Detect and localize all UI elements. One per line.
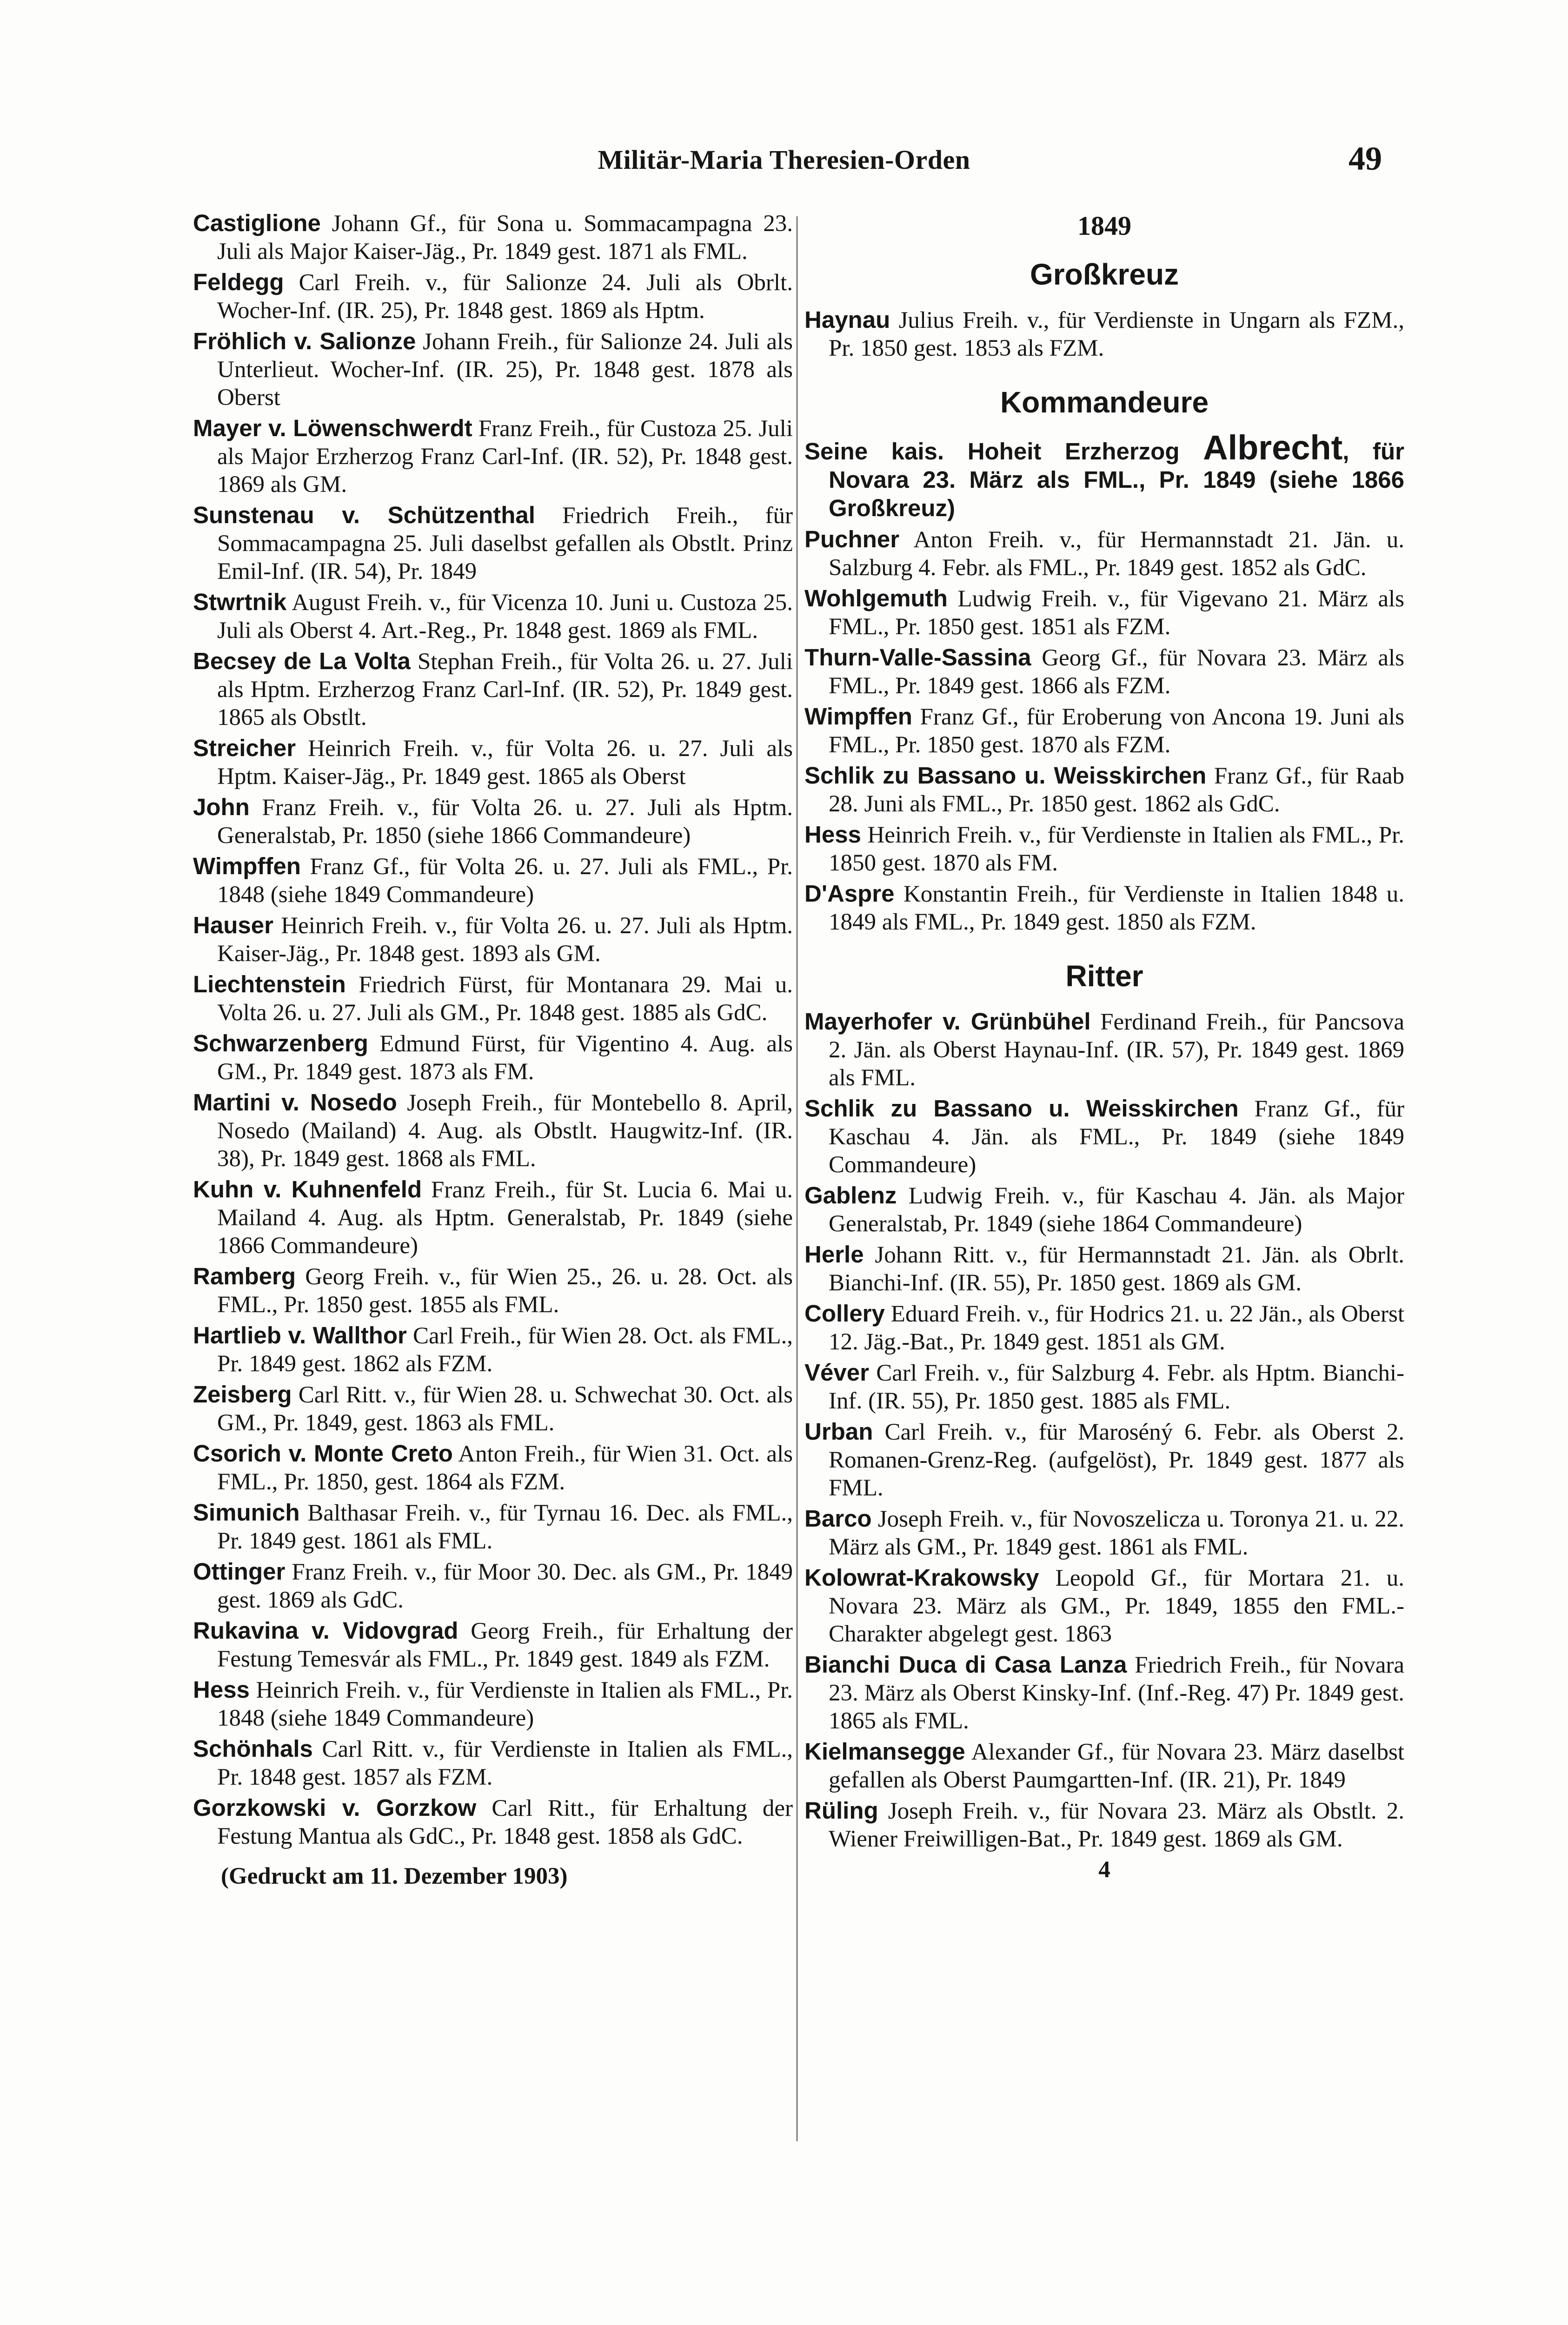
entry-name: Hauser [193,912,273,938]
entry-name: Hess [804,821,861,848]
entry [804,1300,1404,1356]
entry [193,268,793,325]
entry [804,1008,1404,1092]
kommandeure-entry-list [804,525,1404,936]
entry-text: Friedrich Freih., für Novara 23. März als Oberst Kinsky-Inf. (Inf.-Reg. 47) Pr. 1849 gest. 1865 als FML. [829,1652,1404,1734]
entry-name: Barco [804,1505,872,1532]
entry [193,588,793,644]
entry-text: Carl Ritt. v., für Wien 28. u. Schwechat 30. Oct. als GM., Pr. 1849, gest. 1863 als FML. [217,1382,793,1436]
entry-name: Mayer v. Löwenschwerdt [193,415,472,441]
entry [193,1676,793,1732]
left-entry-list [193,209,793,1850]
entry-name: Sunstenau v. Schützenthal [193,502,535,528]
entry [804,1564,1404,1648]
entry-text: Johann Freih., für Salionze 24. Juli als Unterlieut. Wocher-Inf. (IR. 25), Pr. 1848 gest. 1878 als Oberst [217,329,793,411]
entry-name: Gorzkowski v. Gorzkow [193,1794,477,1821]
entry-text: Carl Ritt., für Erhaltung der Festung Mantua als GdC., Pr. 1848 gest. 1858 als GdC. [217,1795,793,1849]
entry-name: Schönhals [193,1735,313,1762]
entry [804,306,1404,362]
entry-text: , für Novara 23. März als FML., Pr. 1849 (siehe 1866 Großkreuz) [829,438,1404,521]
entry-name: Becsey de La Volta [193,648,411,674]
section-heading-grosskreuz: Großkreuz [1030,258,1179,291]
entry-text: Carl Ritt. v., für Verdienste in Italien als FML., Pr. 1848 gest. 1857 als FZM. [217,1736,793,1790]
entry [804,1505,1404,1561]
entry [193,1176,793,1260]
entry-name: Hartlieb v. Wallthor [193,1322,407,1348]
entry-name: Kielmansegge [804,1738,965,1765]
entry-name: Wimpffen [193,853,301,879]
entry [804,762,1404,818]
entry-text: Heinrich Freih. v., für Verdienste in Italien als FML., Pr. 1848 (siehe 1849 Commandeure) [217,1677,793,1731]
entry-name: Rüling [804,1797,878,1824]
entry-name: Ramberg [193,1263,296,1289]
entry-name: Castiglione [193,210,321,236]
entry-text: Georg Gf., für Novara 23. März als FML., Pr. 1849 gest. 1866 als FZM. [829,645,1404,699]
entry [804,525,1404,582]
entry [804,1241,1404,1297]
entry-name: Fröhlich v. Salionze [193,328,416,354]
entry-name: Streicher [193,735,296,761]
entry [193,1617,793,1673]
entry-name: Puchner [804,526,900,552]
entry-text: Carl Freih. v., für Salzburg 4. Febr. als Hptm. Bianchi-Inf. (IR. 55), Pr. 1850 gest. 1885 als FML. [829,1360,1404,1414]
entry-name: Ottinger [193,1558,286,1585]
entry-text: Joseph Freih., für Montebello 8. April, Nosedo (Mailand) 4. Aug. als Obstlt. Haugwitz-Inf. (IR. 38), Pr. 1849 gest. 1868 als FML. [217,1090,793,1172]
entry [193,1794,793,1850]
entry [193,1030,793,1086]
entry [193,414,793,498]
entry-name: Schwarzenberg [193,1030,368,1056]
entry [804,1095,1404,1179]
entry-name: Bianchi Duca di Casa Lanza [804,1651,1127,1678]
entry-name: Urban [804,1418,873,1445]
entry-text: Anton Freih. v., für Hermannstadt 21. Jän. u. Salzburg 4. Febr. als FML., Pr. 1849 gest. 1852 als GdC. [829,527,1404,581]
entry-prefix: Seine kais. Hoheit Erzherzog [804,438,1203,465]
entry-text: Carl Freih. v., für Maroséný 6. Febr. als Oberst 2. Romanen-Grenz-Reg. (aufgelöst), Pr. 1849 gest. 1877 als FML. [829,1419,1404,1501]
entry-text: Ferdinand Freih., für Pancsova 2. Jän. als Oberst Haynau-Inf. (IR. 57), Pr. 1849 gest. 1869 als FML. [829,1009,1405,1091]
entry [804,1182,1404,1238]
section-heading-kommandeure: Kommandeure [1000,385,1209,419]
entry-name: Csorich v. Monte Creto [193,1440,453,1467]
entry-text: Franz Gf., für Volta 26. u. 27. Juli als FML., Pr. 1848 (siehe 1849 Commandeure) [217,854,793,908]
print-date-note: (Gedruckt am 11. Dezember 1903) [221,1863,568,1889]
entry-name: Schlik zu Bassano u. Weisskirchen [804,762,1207,789]
entry-text: Franz Freih. v., für Volta 26. u. 27. Juli als Hptm. Generalstab, Pr. 1850 (siehe 1866 Commandeure) [217,795,793,849]
entry-text: Georg Freih. v., für Wien 25., 26. u. 28. Oct. als FML., Pr. 1850 gest. 1855 als FML. [217,1264,793,1318]
entry-text: Friedrich Freih., für Sommacampagna 25. Juli daselbst gefallen als Obstlt. Prinz Emil-Inf. (IR. 54), Pr. 1849 [217,503,793,585]
entry-text: Leopold Gf., für Mortara 21. u. Novara 23. März als GM., Pr. 1849, 1855 den FML.-Charakter abgelegt gest. 1863 [829,1565,1404,1647]
entry [193,970,793,1027]
entry [804,644,1404,700]
grosskreuz-entry-list [804,306,1404,362]
entry [193,327,793,412]
entry-text: Franz Gf., für Kaschau 4. Jän. als FML., Pr. 1849 (siehe 1849 Commandeure) [829,1096,1404,1178]
entry-text: Franz Gf., für Eroberung von Ancona 19. Juni als FML., Pr. 1850 gest. 1870 als FZM. [829,704,1404,758]
entry [804,1797,1404,1853]
signature-mark: 4 [1098,1857,1110,1883]
entry-name: Schlik zu Bassano u. Weisskirchen [804,1095,1239,1122]
entry-text: Johann Ritt. v., für Hermannstadt 21. Jän. als Obrlt. Bianchi-Inf. (IR. 55), Pr. 1850 gest. 1869 als GM. [829,1242,1404,1296]
entry-name: Martini v. Nosedo [193,1089,397,1116]
entry-text: Heinrich Freih. v., für Verdienste in Italien als FML., Pr. 1850 gest. 1870 als FM. [829,822,1404,876]
entry-text: Carl Freih., für Wien 28. Oct. als FML., Pr. 1849 gest. 1862 als FZM. [217,1323,793,1377]
entry-text: Franz Gf., für Raab 28. Juni als FML., Pr. 1850 gest. 1862 als GdC. [829,763,1404,817]
entry [193,1381,793,1437]
entry-name: Collery [804,1300,885,1327]
entry-text: Franz Freih., für Custoza 25. Juli als Major Erzherzog Franz Carl-Inf. (IR. 52), Pr. 1848 gest. 1869 als GM. [217,416,793,498]
entry [193,1322,793,1378]
entry [193,734,793,790]
entry-name: Simunich [193,1499,300,1526]
entry [804,880,1404,936]
ritter-entry-list [804,1008,1404,1853]
entry-text: August Freih. v., für Vicenza 10. Juni u. Custoza 25. Juli als Oberst 4. Art.-Reg., Pr. 1848 gest. 1869 als FML. [217,590,793,644]
year-heading: 1849 [1077,211,1131,241]
entry-name: John [193,794,250,820]
entry [193,647,793,731]
entry [193,501,793,585]
entry-name: Hess [193,1676,250,1703]
entry-name: Véver [804,1359,869,1386]
entry-text: Heinrich Freih. v., für Volta 26. u. 27. Juli als Hptm. Kaiser-Jäg., Pr. 1848 gest. 1893 als GM. [217,913,793,967]
entry-text: Edmund Fürst, für Vigentino 4. Aug. als GM., Pr. 1849 gest. 1873 als FM. [217,1031,793,1085]
entry-text: Konstantin Freih., für Verdienste in Italien 1848 u. 1849 als FML., Pr. 1849 gest. 1850 als FZM. [829,881,1404,935]
entry [804,1418,1404,1502]
entry-text: Eduard Freih. v., für Hodrics 21. u. 22 Jän., als Oberst 12. Jäg.-Bat., Pr. 1849 gest. 1851 als GM. [829,1301,1404,1355]
entry [804,703,1404,759]
entry [193,1440,793,1496]
entry [193,209,793,266]
entry-name: Thurn-Valle-Sassina [804,644,1031,671]
entry-text: Alexander Gf., für Novara 23. März daselbst gefallen als Oberst Paumgartten-Inf. (IR. 21), Pr. 1849 [829,1739,1404,1793]
entry-text: Friedrich Fürst, für Montanara 29. Mai u. Volta 26. u. 27. Juli als GM., Pr. 1848 gest. 1885 als GdC. [217,972,793,1026]
entry-name: Liechtenstein [193,971,346,997]
entry-text: Ludwig Freih. v., für Kaschau 4. Jän. als Major Generalstab, Pr. 1849 (siehe 1864 Commandeure) [829,1183,1404,1237]
entry-name: Kuhn v. Kuhnenfeld [193,1176,422,1202]
entry [193,1735,793,1791]
entry [193,1499,793,1555]
entry-text: Heinrich Freih. v., für Volta 26. u. 27. Juli als Hptm. Kaiser-Jäg., Pr. 1849 gest. 1865 als Oberst [217,736,793,790]
entry [804,1651,1404,1735]
running-title: Militär-Maria Theresien-Orden [598,145,970,175]
entry [193,793,793,850]
left-column [193,209,793,1890]
entry-text: Anton Freih., für Wien 31. Oct. als FML., Pr. 1850, gest. 1864 als FZM. [217,1441,793,1495]
entry-text: Ludwig Freih. v., für Vigevano 21. März als FML., Pr. 1850 gest. 1851 als FZM. [829,586,1404,640]
page-header [0,140,1568,191]
entry-text: Johann Gf., für Sona u. Sommacampagna 23. Juli als Major Kaiser-Jäg., Pr. 1849 gest. 1871 als FML. [217,211,793,265]
entry-text: Stephan Freih., für Volta 26. u. 27. Juli als Hptm. Erzherzog Franz Carl-Inf. (IR. 52), Pr. 1849 gest. 1865 als Obstlt. [217,649,793,731]
entry [193,852,793,909]
entry-name: Zeisberg [193,1381,292,1408]
entry-text: Franz Freih., für St. Lucia 6. Mai u. Mailand 4. Aug. als Hptm. Generalstab, Pr. 1849 (siehe 1866 Commandeure) [217,1177,793,1259]
entry-name: Gablenz [804,1182,897,1209]
entry-text: Carl Freih. v., für Salionze 24. Juli als Obrlt. Wocher-Inf. (IR. 25), Pr. 1848 gest. 1869 als Hptm. [217,270,793,324]
entry-text: Balthasar Freih. v., für Tyrnau 16. Dec. als FML., Pr. 1849 gest. 1861 als FML. [217,1500,793,1554]
entry-text: Franz Freih. v., für Moor 30. Dec. als GM., Pr. 1849 gest. 1869 als GdC. [217,1559,793,1613]
entry-albrecht [804,428,1404,523]
entry-name: Albrecht [1203,428,1343,467]
entry [193,1262,793,1319]
entry-name: Haynau [804,306,890,333]
entry-name: Wimpffen [804,703,912,730]
entry-name: Kolowrat-Krakowsky [804,1564,1039,1591]
right-column [804,209,1404,1884]
entry-name: Rukavina v. Vidovgrad [193,1617,458,1644]
entry-text: Joseph Freih. v., für Novara 23. März als Obstlt. 2. Wiener Freiwilligen-Bat., Pr. 1849 gest. 1869 als GM. [829,1798,1404,1852]
entry [193,1089,793,1173]
entry [804,821,1404,877]
entry-name: Mayerhofer v. Grünbühel [804,1008,1091,1035]
entry [193,911,793,968]
entry-text: Joseph Freih. v., für Novoszelicza u. Toronya 21. u. 22. März als GM., Pr. 1849 gest. 1861 als FML. [829,1506,1404,1560]
entry-name: Wohlgemuth [804,585,948,611]
section-heading-ritter: Ritter [1065,959,1143,993]
entry [804,1359,1404,1415]
entry-name: D'Aspre [804,880,895,907]
entry [804,1738,1404,1794]
entry [804,585,1404,641]
entry-name: Herle [804,1241,864,1268]
entry [193,1558,793,1614]
entry-name: Stwrtnik [193,589,287,615]
entry-name: Feldegg [193,269,284,295]
entry-text: Julius Freih. v., für Verdienste in Ungarn als FZM., Pr. 1850 gest. 1853 als FZM. [829,307,1404,361]
entry-text: Georg Freih., für Erhaltung der Festung Temesvár als FML., Pr. 1849 gest. 1849 als FZM. [217,1618,793,1672]
page-number: 49 [1349,140,1382,177]
